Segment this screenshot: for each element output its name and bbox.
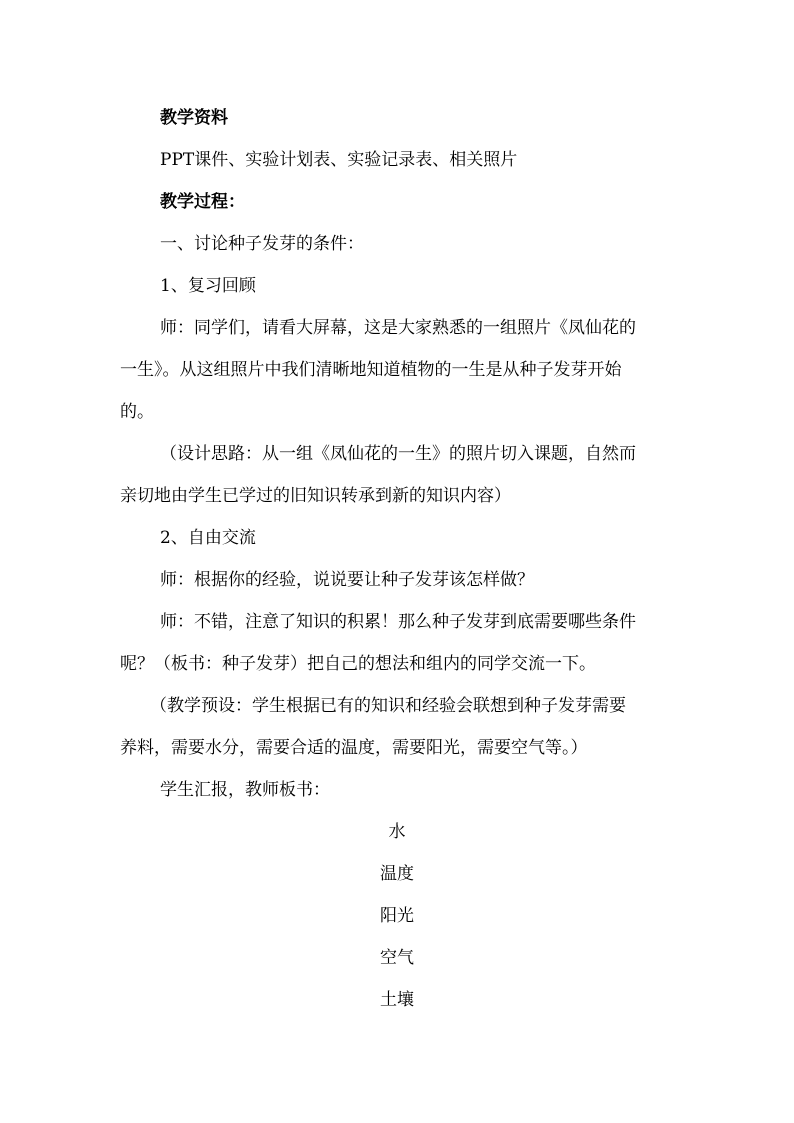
teacher-dialogue-1-line-1: 师：同学们，请看大屏幕，这是大家熟悉的一组照片《凤仙花的 [160,318,636,338]
teaching-preset-line-2: 养料，需要水分，需要合适的温度，需要阳光，需要空气等。） [120,738,588,758]
board-item-air: 空气 [380,948,414,968]
step-free-exchange: 2、自由交流 [160,528,256,548]
teacher-dialogue-2: 师：根据你的经验，说说要让种子发芽该怎样做？ [160,570,534,590]
teacher-dialogue-3-line-1: 师：不错，注意了知识的积累！那么种子发芽到底需要哪些条件 [160,612,636,632]
heading-materials: 教学资料 [160,108,228,128]
step-review: 1、复习回顾 [160,276,256,296]
heading-process: 教学过程： [160,192,245,212]
teacher-dialogue-3-line-2: 呢？（板书：种子发芽）把自己的想法和组内的同学交流一下。 [120,654,596,674]
board-item-sunlight: 阳光 [380,906,414,926]
design-note-line-2: 亲切地由学生已学过的旧知识转承到新的知识内容） [120,486,511,506]
design-note-line-1: （设计思路：从一组《凤仙花的一生》的照片切入课题，自然而 [160,444,636,464]
board-item-water: 水 [388,822,406,842]
teacher-dialogue-1-line-3: 的。 [120,402,154,422]
board-item-temperature: 温度 [380,864,414,884]
student-report: 学生汇报，教师板书： [160,780,330,800]
section-heading-1: 一、讨论种子发芽的条件： [160,234,364,254]
teacher-dialogue-1-line-2: 一生》。从这组照片中我们清晰地知道植物的一生是从种子发芽开始 [120,360,622,380]
teaching-preset-line-1: （教学预设：学生根据已有的知识和经验会联想到种子发芽需要 [150,696,626,716]
materials-text: PPT课件、实验计划表、实验记录表、相关照片 [160,150,518,170]
board-item-soil: 土壤 [380,990,414,1010]
